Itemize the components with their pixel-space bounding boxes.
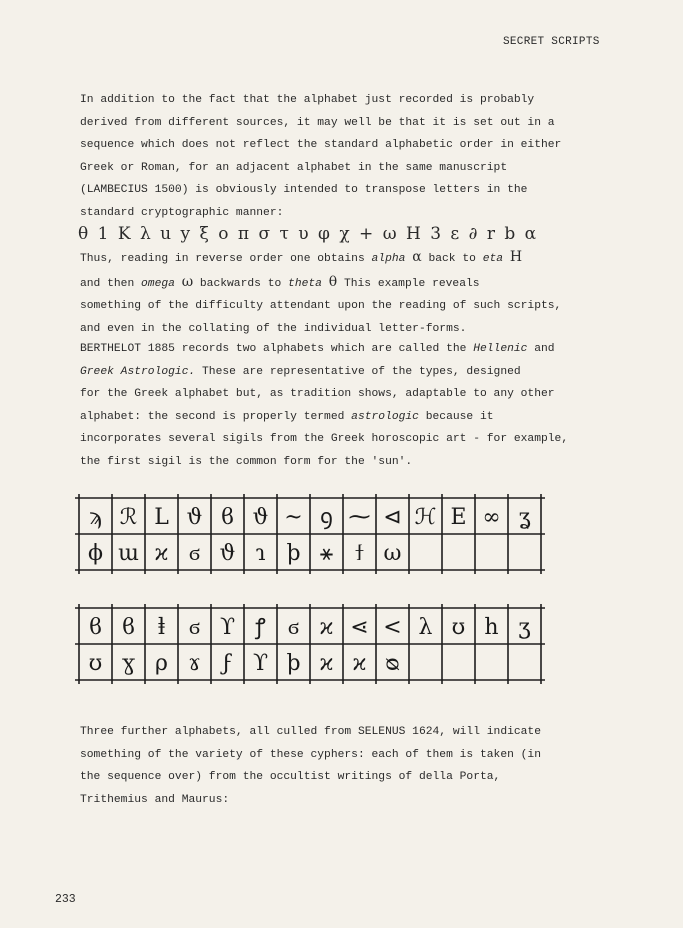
text-run: BERTHELOT 1885 records two alphabets which are called the: [80, 343, 474, 355]
astrologic-word: astrologic: [351, 410, 419, 423]
sigil-glyph: ω: [383, 541, 402, 566]
sigil-glyph: ϐ: [89, 615, 102, 640]
hellenic-alphabet-grid: [75, 494, 545, 574]
text-line: Greek or Roman, for an adjacent alphabet in the same manuscript: [80, 161, 508, 174]
sigil-glyph: ϒ: [252, 651, 269, 676]
sigil-grid-lines: [75, 494, 545, 574]
sigil-glyph: ∞: [482, 505, 501, 530]
sigil-glyph: ⱡ: [157, 615, 166, 640]
sigil-glyph: ꝭ: [255, 615, 266, 640]
text-run: These are representative of the types, designed: [195, 365, 521, 378]
page-number: 233: [55, 893, 76, 906]
text-line: In addition to the fact that the alphabet just recorded is probably: [80, 94, 535, 106]
text-line: something of the difficulty attendant upon the reading of such scripts,: [80, 300, 562, 312]
sigil-glyph: ϭ: [188, 615, 201, 640]
text-line: incorporates several sigils from the Greek horoscopic art - for example,: [80, 433, 569, 445]
sigil-glyph: ϰ: [319, 651, 334, 676]
text-run: and: [527, 343, 555, 355]
text-line: Three further alphabets, all culled from SELENUS 1624, will indicate: [80, 726, 541, 738]
sigil-glyph: ⚹: [319, 541, 334, 566]
omega-word: omega: [141, 277, 175, 290]
sigil-glyph: ⋖: [350, 615, 369, 640]
sigil-glyph: ɤ: [188, 651, 201, 676]
sigil-glyph: <: [383, 615, 402, 640]
text-line: [80, 338, 640, 361]
sigil-glyph: ρ: [155, 651, 168, 676]
sigil-glyph: ɿ: [255, 541, 266, 566]
paragraph-1: [80, 89, 640, 224]
sigil-glyph: ʒ: [518, 615, 531, 640]
text-run: Thus, reading in reverse order one obtains: [80, 253, 372, 265]
alpha-glyph: α: [412, 249, 422, 265]
text-line: sequence which does not reflect the standard alphabetic order in either: [80, 139, 562, 151]
astrologic-alphabet-grid: [75, 604, 545, 684]
text-line: [80, 361, 640, 384]
eta-glyph: H: [509, 249, 523, 265]
running-head: SECRET SCRIPTS: [503, 36, 600, 48]
sigil-glyph: ϰ: [319, 615, 334, 640]
text-line: and even in the collating of the individual letter-forms.: [80, 322, 467, 335]
text-line: the first sigil is the common form for the 'sun'.: [80, 455, 413, 468]
text-run: back to: [421, 253, 483, 265]
sigil-glyph: λ: [418, 615, 433, 640]
text-run: and then: [80, 277, 142, 290]
theta-word: theta: [288, 277, 322, 290]
sigil-glyph: ϑ: [186, 505, 203, 530]
text-run: alphabet: the second is properly termed: [80, 410, 352, 423]
text-line: Trithemius and Maurus:: [80, 793, 230, 806]
sigil-glyph: ϰ: [352, 651, 367, 676]
sigil-glyph: ɯ: [118, 541, 139, 566]
sigil-glyph: ⊲: [383, 505, 402, 530]
sigil-glyph: ᴓ: [385, 651, 400, 676]
alpha-word: alpha: [371, 253, 406, 265]
sigil-glyph: ⁓: [348, 505, 371, 530]
paragraph-4: [80, 721, 640, 811]
text-run: because it: [418, 410, 494, 423]
text-line: standard cryptographic manner:: [80, 206, 284, 219]
sigil-glyph: E: [450, 505, 467, 530]
sigil-glyph: ϸ: [286, 541, 301, 566]
omega-glyph: ω: [181, 273, 194, 290]
sigil-glyph: ꝯ: [320, 505, 333, 530]
sigil-glyph: ʊ: [451, 615, 466, 640]
sigil-glyph: ϑ: [252, 505, 269, 530]
sigil-glyph: ϕ: [88, 541, 103, 566]
text-line: (LAMBECIUS 1500) is obviously intended to transpose letters in the: [80, 184, 528, 196]
hellenic-word: Hellenic: [473, 343, 528, 355]
text-line: derived from different sources, it may well be that it is set out in a: [80, 116, 555, 129]
sigil-glyph: ɣ: [121, 651, 136, 676]
sigil-glyph: ℋ: [414, 505, 437, 530]
eta-word: eta: [482, 253, 504, 265]
text-line: [80, 246, 640, 271]
sigil-glyph: ϡ: [89, 505, 102, 530]
sigil-grid-lines: [75, 604, 545, 684]
paragraph-2: [80, 246, 640, 340]
text-line: [80, 406, 640, 429]
cipher-alphabet-sequence: θ 1 K λ u y ξ ο π σ τ υ φ χ + ω H 3 ε ∂ r b α: [78, 224, 539, 244]
sigil-glyph: ϒ: [219, 615, 236, 640]
sigil-glyph: L: [154, 505, 169, 530]
sigil-glyph: ϯ: [355, 541, 364, 566]
sigil-glyph: ϸ: [286, 651, 301, 676]
sigil-glyph: ϑ: [219, 541, 236, 566]
sigil-glyph: ϭ: [287, 615, 300, 640]
sigil-glyph: ʓ: [518, 505, 531, 530]
text-line: [80, 271, 640, 296]
sigil-glyph: ~: [284, 505, 303, 530]
sigil-glyph: ϐ: [122, 615, 135, 640]
sigil-glyph: ϰ: [154, 541, 169, 566]
sigil-glyph: h: [484, 615, 499, 640]
text-line: the sequence over) from the occultist writings of della Porta,: [80, 771, 501, 783]
sigil-glyph: ℛ: [119, 505, 138, 530]
text-run: backwards to: [193, 277, 289, 290]
sigil-glyph: ϭ: [188, 541, 201, 566]
text-line: something of the variety of these cyphers: each of them is taken (in: [80, 748, 541, 761]
sigil-glyph: ϐ: [221, 505, 234, 530]
text-run: This example reveals: [337, 277, 480, 290]
sigil-glyph: ʊ: [88, 651, 103, 676]
paragraph-3: [80, 338, 640, 473]
theta-glyph: θ: [328, 273, 338, 290]
text-line: for the Greek alphabet but, as tradition shows, adaptable to any other: [80, 388, 555, 400]
sigil-glyph: ϝ: [222, 651, 233, 676]
greek-astrologic-word: Greek Astrologic.: [80, 365, 196, 378]
